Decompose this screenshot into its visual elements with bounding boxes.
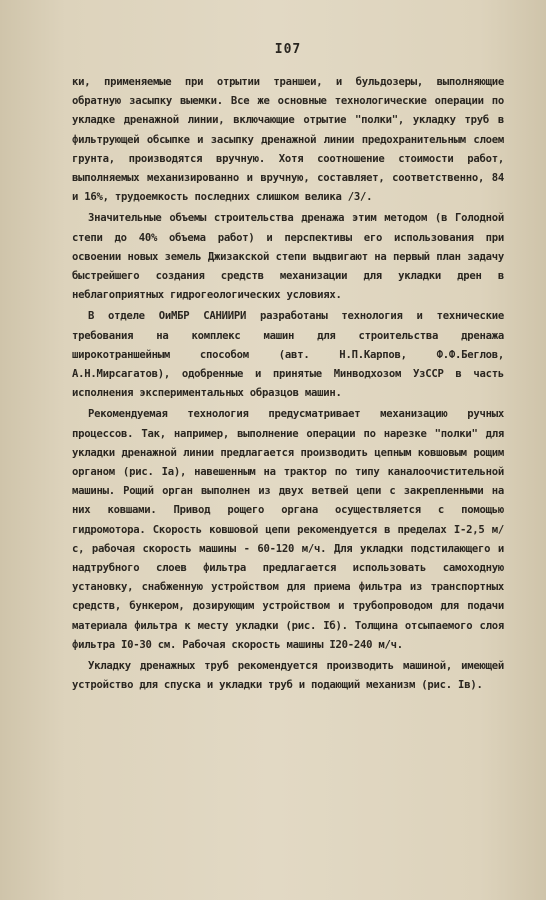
paragraph-3: В отделе ОиМБР САНИИРИ разработаны технология и технические требования на комплекс машин для строительства дренажа широкотраншейным способом (авт. Н.П.Карпов, Ф.Ф.Беглов, А.Н.Мирсагатов), одобренные и принятые Минводхозом УзССР в часть исполнения экспериментальных образцов машин. xyxy=(72,310,504,400)
paragraph-5: Укладку дренажных труб рекомендуется производить машиной, имеющей устройство для спуска и укладки труб и подающий механизм (рис. Iв). xyxy=(72,660,504,692)
paragraph-4: Рекомендуемая технология предусматривает механизацию ручных процессов. Так, например, выполнение операции по нарезке "полки" для укладки дренажной линии предлагается производить цепным ковшовым рощим органом (рис. Iа), навешенным на трактор по типу каналоочистительной машины. Рощий орган выполнен из двух ветвей цепи с закрепленными на них ковшами. Привод рощего органа осуществляется с помощью гидромотора. Скорость ковшовой цепи рекомендуется в пределах I-2,5 м/с, рабочая скорость машины - 60-120 м/ч. Для укладки подстилающего и надтрубного слоев фильтра предлагается использовать самоходную установку, снабженную устройством для приема фильтра из транспортных средств, бункером, дозирующим устройством и трубопроводом для подачи материала фильтра к месту укладки (рис. Iб). Толщина отсыпаемого слоя фильтра I0-30 см. Рабочая скорость машины I20-240 м/ч. xyxy=(72,408,504,651)
paragraph-2: Значительные объемы строительства дренажа этим методом (в Голодной степи до 40% объема работ) и перспективы его использования при освоении новых земель Джизакской степи выдвигают на первый план задачу быстрейшего создания средств механизации для укладки дрен в неблагоприятных гидрогеологических условиях. xyxy=(72,212,504,302)
page-number: I07 xyxy=(274,42,302,57)
paragraph-1: ки, применяемые при отрытии траншеи, и бульдозеры, выполняющие обратную засыпку выемки. Все же основные технологические операции по укладке дренажной линии, включающие отрытие "полки", укладку труб в фильтрующей обсыпке и засыпку дренажной линии предохранительным слоем грунта, производятся вручную. Хотя соотношение стоимости работ, выполняемых механизированно и вручную, составляет, соответственно, 84 и 16%, трудоемкость последних слишком велика /3/. xyxy=(72,76,504,204)
